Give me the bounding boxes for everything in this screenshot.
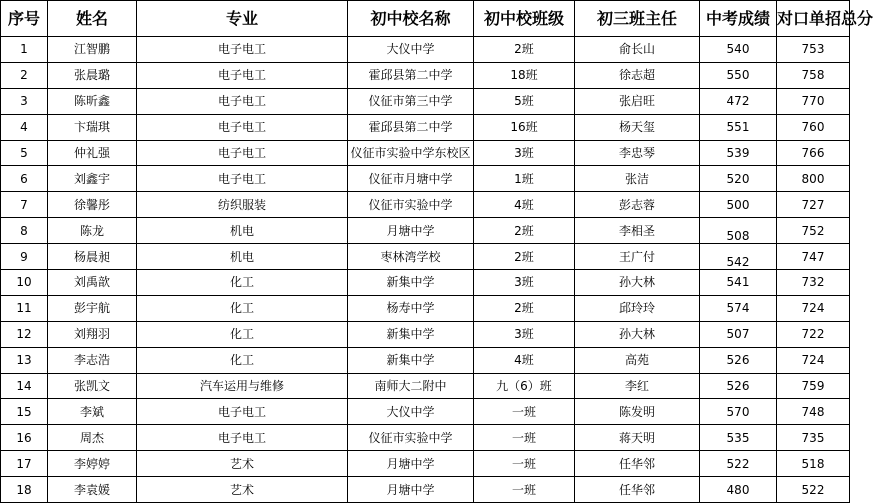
cell-index: 14 xyxy=(1,373,48,399)
cell-total-score: 735 xyxy=(777,425,850,451)
cell-school: 霍邱县第二中学 xyxy=(348,62,474,88)
cell-school: 枣林湾学校 xyxy=(348,244,474,270)
cell-major: 化工 xyxy=(137,295,348,321)
cell-name: 彭宇航 xyxy=(48,295,137,321)
cell-index: 10 xyxy=(1,270,48,296)
cell-index: 12 xyxy=(1,321,48,347)
cell-total-score: 724 xyxy=(777,295,850,321)
cell-teacher: 彭志蓉 xyxy=(575,192,700,218)
cell-teacher: 王广付 xyxy=(575,244,700,270)
table-row xyxy=(1,62,850,88)
cell-total-score: 758 xyxy=(777,62,850,88)
cell-exam-score: 542 xyxy=(700,244,777,270)
cell-major: 化工 xyxy=(137,347,348,373)
cell-teacher: 孙大林 xyxy=(575,270,700,296)
table-row xyxy=(1,37,850,63)
cell-teacher: 邱玲玲 xyxy=(575,295,700,321)
header-major: 专业 xyxy=(137,1,348,37)
cell-school: 仪征市月塘中学 xyxy=(348,166,474,192)
cell-exam-score: 574 xyxy=(700,295,777,321)
cell-major: 电子电工 xyxy=(137,114,348,140)
cell-total-score: 732 xyxy=(777,270,850,296)
cell-school: 新集中学 xyxy=(348,270,474,296)
cell-teacher: 李相圣 xyxy=(575,218,700,244)
cell-exam-score: 539 xyxy=(700,140,777,166)
cell-name: 徐馨彤 xyxy=(48,192,137,218)
cell-index: 5 xyxy=(1,140,48,166)
cell-class: 3班 xyxy=(474,270,575,296)
cell-total-score: 770 xyxy=(777,88,850,114)
cell-name: 刘禹歆 xyxy=(48,270,137,296)
cell-class: 2班 xyxy=(474,218,575,244)
table-row xyxy=(1,244,850,270)
table-row xyxy=(1,425,850,451)
cell-school: 月塘中学 xyxy=(348,477,474,503)
cell-exam-score: 520 xyxy=(700,166,777,192)
cell-name: 张晨璐 xyxy=(48,62,137,88)
cell-teacher: 李红 xyxy=(575,373,700,399)
cell-class: 一班 xyxy=(474,477,575,503)
cell-name: 仲礼强 xyxy=(48,140,137,166)
cell-teacher: 张洁 xyxy=(575,166,700,192)
cell-teacher: 张启旺 xyxy=(575,88,700,114)
cell-major: 电子电工 xyxy=(137,399,348,425)
cell-index: 11 xyxy=(1,295,48,321)
cell-school: 杨寿中学 xyxy=(348,295,474,321)
cell-total-score: 518 xyxy=(777,451,850,477)
cell-exam-score: 472 xyxy=(700,88,777,114)
cell-index: 16 xyxy=(1,425,48,451)
cell-school: 霍邱县第二中学 xyxy=(348,114,474,140)
cell-teacher: 陈发明 xyxy=(575,399,700,425)
table-row xyxy=(1,140,850,166)
cell-name: 李婷婷 xyxy=(48,451,137,477)
cell-name: 杨晨昶 xyxy=(48,244,137,270)
table-row xyxy=(1,373,850,399)
header-name: 姓名 xyxy=(48,1,137,37)
cell-major: 机电 xyxy=(137,218,348,244)
cell-class: 5班 xyxy=(474,88,575,114)
cell-index: 15 xyxy=(1,399,48,425)
cell-exam-score: 526 xyxy=(700,347,777,373)
cell-name: 刘翔羽 xyxy=(48,321,137,347)
cell-major: 电子电工 xyxy=(137,88,348,114)
cell-total-score: 759 xyxy=(777,373,850,399)
cell-name: 江智鹏 xyxy=(48,37,137,63)
cell-exam-score: 507 xyxy=(700,321,777,347)
cell-school: 仪征市实验中学 xyxy=(348,425,474,451)
table-row xyxy=(1,451,850,477)
header-index: 序号 xyxy=(1,1,48,37)
cell-school: 大仪中学 xyxy=(348,37,474,63)
cell-school: 月塘中学 xyxy=(348,451,474,477)
table-row xyxy=(1,192,850,218)
cell-teacher: 李忠琴 xyxy=(575,140,700,166)
cell-name: 李志浩 xyxy=(48,347,137,373)
cell-school: 仪征市第三中学 xyxy=(348,88,474,114)
cell-index: 6 xyxy=(1,166,48,192)
cell-name: 刘鑫宇 xyxy=(48,166,137,192)
cell-class: 3班 xyxy=(474,321,575,347)
cell-exam-score: 500 xyxy=(700,192,777,218)
cell-total-score: 766 xyxy=(777,140,850,166)
cell-class: 一班 xyxy=(474,399,575,425)
table-row xyxy=(1,477,850,503)
cell-index: 8 xyxy=(1,218,48,244)
cell-class: 一班 xyxy=(474,451,575,477)
cell-exam-score: 526 xyxy=(700,373,777,399)
cell-total-score: 800 xyxy=(777,166,850,192)
cell-exam-score: 550 xyxy=(700,62,777,88)
table-row xyxy=(1,88,850,114)
cell-class: 2班 xyxy=(474,37,575,63)
cell-major: 艺术 xyxy=(137,451,348,477)
cell-school: 新集中学 xyxy=(348,321,474,347)
header-school: 初中校名称 xyxy=(348,1,474,37)
table-row xyxy=(1,114,850,140)
cell-class: 九（6）班 xyxy=(474,373,575,399)
cell-exam-score: 540 xyxy=(700,37,777,63)
cell-major: 电子电工 xyxy=(137,62,348,88)
cell-index: 3 xyxy=(1,88,48,114)
cell-total-score: 522 xyxy=(777,477,850,503)
header-exam-score: 中考成绩 xyxy=(700,1,777,37)
cell-index: 18 xyxy=(1,477,48,503)
cell-name: 陈龙 xyxy=(48,218,137,244)
cell-school: 仪征市实验中学东校区 xyxy=(348,140,474,166)
cell-school: 仪征市实验中学 xyxy=(348,192,474,218)
table-row xyxy=(1,321,850,347)
cell-index: 2 xyxy=(1,62,48,88)
cell-school: 月塘中学 xyxy=(348,218,474,244)
cell-exam-score: 522 xyxy=(700,451,777,477)
cell-major: 电子电工 xyxy=(137,140,348,166)
cell-class: 16班 xyxy=(474,114,575,140)
cell-index: 9 xyxy=(1,244,48,270)
cell-name: 李斌 xyxy=(48,399,137,425)
cell-major: 电子电工 xyxy=(137,166,348,192)
cell-exam-score: 480 xyxy=(700,477,777,503)
cell-major: 汽车运用与维修 xyxy=(137,373,348,399)
table-row xyxy=(1,399,850,425)
cell-major: 电子电工 xyxy=(137,37,348,63)
cell-total-score: 747 xyxy=(777,244,850,270)
cell-name: 卞瑞琪 xyxy=(48,114,137,140)
cell-total-score: 724 xyxy=(777,347,850,373)
cell-total-score: 752 xyxy=(777,218,850,244)
cell-total-score: 760 xyxy=(777,114,850,140)
cell-total-score: 748 xyxy=(777,399,850,425)
cell-teacher: 任华邻 xyxy=(575,477,700,503)
cell-teacher: 孙大林 xyxy=(575,321,700,347)
cell-teacher: 杨天玺 xyxy=(575,114,700,140)
cell-total-score: 753 xyxy=(777,37,850,63)
cell-school: 南师大二附中 xyxy=(348,373,474,399)
cell-major: 电子电工 xyxy=(137,425,348,451)
table-row xyxy=(1,295,850,321)
cell-class: 2班 xyxy=(474,295,575,321)
cell-major: 机电 xyxy=(137,244,348,270)
table-row xyxy=(1,347,850,373)
cell-major: 艺术 xyxy=(137,477,348,503)
cell-exam-score: 508 xyxy=(700,218,777,244)
cell-school: 新集中学 xyxy=(348,347,474,373)
cell-class: 3班 xyxy=(474,140,575,166)
cell-index: 7 xyxy=(1,192,48,218)
cell-total-score: 727 xyxy=(777,192,850,218)
cell-exam-score: 541 xyxy=(700,270,777,296)
table-row xyxy=(1,218,850,244)
cell-class: 一班 xyxy=(474,425,575,451)
header-class: 初中校班级 xyxy=(474,1,575,37)
cell-index: 17 xyxy=(1,451,48,477)
cell-total-score: 722 xyxy=(777,321,850,347)
cell-class: 18班 xyxy=(474,62,575,88)
header-total-score: 对口单招总分 xyxy=(777,1,850,37)
cell-name: 陈昕鑫 xyxy=(48,88,137,114)
cell-teacher: 俞长山 xyxy=(575,37,700,63)
table-row xyxy=(1,166,850,192)
cell-class: 4班 xyxy=(474,192,575,218)
cell-school: 大仪中学 xyxy=(348,399,474,425)
cell-major: 化工 xyxy=(137,321,348,347)
cell-class: 4班 xyxy=(474,347,575,373)
cell-class: 2班 xyxy=(474,244,575,270)
cell-name: 李袁媛 xyxy=(48,477,137,503)
cell-teacher: 蒋天明 xyxy=(575,425,700,451)
cell-name: 周杰 xyxy=(48,425,137,451)
cell-exam-score: 551 xyxy=(700,114,777,140)
cell-class: 1班 xyxy=(474,166,575,192)
table-row xyxy=(1,270,850,296)
cell-teacher: 任华邻 xyxy=(575,451,700,477)
cell-index: 13 xyxy=(1,347,48,373)
cell-index: 1 xyxy=(1,37,48,63)
cell-major: 纺织服装 xyxy=(137,192,348,218)
cell-index: 4 xyxy=(1,114,48,140)
header-row xyxy=(1,1,850,37)
cell-teacher: 高苑 xyxy=(575,347,700,373)
header-teacher: 初三班主任 xyxy=(575,1,700,37)
cell-exam-score: 570 xyxy=(700,399,777,425)
cell-exam-score: 535 xyxy=(700,425,777,451)
cell-name: 张凯文 xyxy=(48,373,137,399)
cell-major: 化工 xyxy=(137,270,348,296)
cell-teacher: 徐志超 xyxy=(575,62,700,88)
